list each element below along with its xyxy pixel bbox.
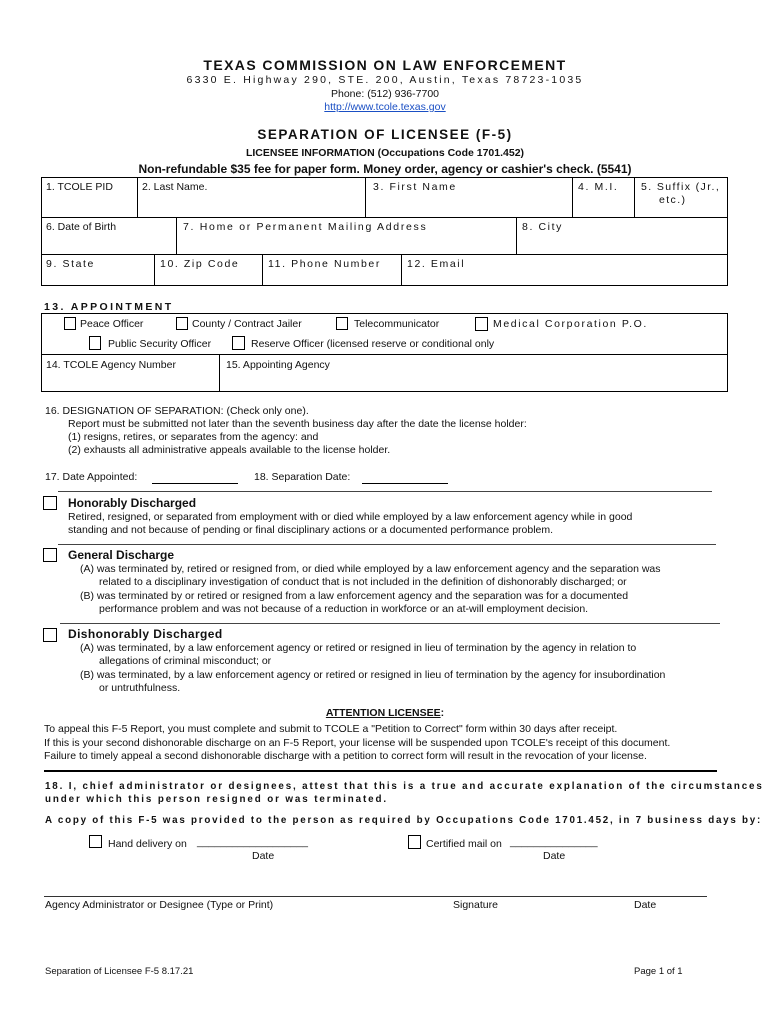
fee-notice: Non-refundable $35 fee for paper form. Money order, agency or cashier's check. (5541) xyxy=(138,162,632,176)
honorable-checkbox[interactable] xyxy=(43,496,57,510)
designation-line2: (1) resigns, retires, or separates from the agency: and xyxy=(68,431,319,443)
date-appointed-input[interactable] xyxy=(152,483,238,484)
org-address: 6330 E. Highway 290, STE. 200, Austin, Texas 78723-1035 xyxy=(186,74,584,86)
signature-date-label: Date xyxy=(634,899,657,911)
footer-form-id: Separation of Licensee F-5 8.17.21 xyxy=(45,966,194,977)
dishonorable-a1: (A) was terminated, by a law enforcement agency or retired or resigned in lieu of termination by the agency in relation to xyxy=(80,642,637,654)
attention-title: ATTENTION LICENSEE xyxy=(325,707,441,719)
certified-mail-label: Certified mail on xyxy=(426,838,502,850)
hand-delivery-checkbox[interactable] xyxy=(89,835,102,848)
telecommunicator-checkbox[interactable] xyxy=(336,317,348,330)
dob-field[interactable]: 6. Date of Birth xyxy=(46,221,117,233)
attestation-line1: 18. I, chief administrator or designees, attest that this is a true and accurate explanation of the circumstances xyxy=(45,781,764,792)
divider xyxy=(58,491,712,492)
divider xyxy=(58,544,716,545)
dishonorable-b2: or untruthfulness. xyxy=(99,682,181,694)
telecommunicator-label: Telecommunicator xyxy=(354,318,440,330)
jailer-label: County / Contract Jailer xyxy=(192,318,302,330)
footer-page-number: Page 1 of 1 xyxy=(634,966,683,977)
dishonorable-b1: (B) was terminated, by a law enforcement agency or retired or resigned in lieu of termination by the agency for insubordination xyxy=(80,669,666,681)
certified-mail-date-input[interactable]: _______________ xyxy=(510,836,598,848)
dishonorable-a2: allegations of criminal misconduct; or xyxy=(99,655,272,667)
designation-line1: Report must be submitted not later than the seventh business day after the date the license holder: xyxy=(68,418,527,430)
jailer-checkbox[interactable] xyxy=(176,317,188,330)
form-subtitle: LICENSEE INFORMATION (Occupations Code 1701.452) xyxy=(245,147,525,159)
tcole-pid-field[interactable]: 1. TCOLE PID xyxy=(46,181,113,193)
attention-line3: Failure to timely appeal a second dishonorable discharge with a petition to correct form will result in the revocation of your license. xyxy=(44,750,647,762)
dishonorable-title: Dishonorably Discharged xyxy=(68,627,223,641)
zip-field[interactable]: 10. Zip Code xyxy=(160,258,240,270)
dishonorable-checkbox[interactable] xyxy=(43,628,57,642)
attention-line2: If this is your second dishonorable discharge on an F-5 Report, your license will be suspended upon TCOLE's receipt of this document. xyxy=(44,737,671,749)
medical-checkbox[interactable] xyxy=(475,317,488,331)
honorable-line1: Retired, resigned, or separated from employment with or died while employed by a law enforcement agency while in good xyxy=(68,511,633,523)
city-field[interactable]: 8. City xyxy=(522,221,563,233)
divider xyxy=(60,623,720,624)
certified-mail-checkbox[interactable] xyxy=(408,835,421,849)
designation-line3: (2) exhausts all administrative appeals available to the license holder. xyxy=(68,444,391,456)
date-appointed-label: 17. Date Appointed: xyxy=(45,471,138,483)
address-field[interactable]: 7. Home or Permanent Mailing Address xyxy=(183,221,428,233)
state-field[interactable]: 9. State xyxy=(46,258,95,270)
public-security-checkbox[interactable] xyxy=(89,336,101,350)
appointing-agency-field[interactable]: 15. Appointing Agency xyxy=(226,359,330,371)
mi-field[interactable]: 4. M.I. xyxy=(578,181,619,193)
hand-delivery-date-label: Date xyxy=(252,850,275,862)
signature-line[interactable] xyxy=(44,896,707,897)
hand-delivery-date-input[interactable]: ___________________ xyxy=(197,836,308,848)
first-name-field[interactable]: 3. First Name xyxy=(373,181,457,193)
attention-line1: To appeal this F-5 Report, you must complete and submit to TCOLE a "Petition to Correct" form within 30 days after receipt. xyxy=(44,723,618,735)
separation-date-label: 18. Separation Date: xyxy=(254,471,351,483)
medical-label: Medical Corporation P.O. xyxy=(493,318,648,330)
designation-heading: 16. DESIGNATION OF SEPARATION: (Check only one). xyxy=(45,405,309,417)
appointment-heading: 13. APPOINTMENT xyxy=(44,301,174,313)
website-link[interactable]: http://www.tcole.texas.gov xyxy=(324,101,446,113)
org-phone: Phone: (512) 936-7700 xyxy=(331,88,439,100)
honorable-line2: standing and not because of pending or final disciplinary actions or a documented performance problem. xyxy=(68,524,554,536)
honorable-title: Honorably Discharged xyxy=(68,496,197,510)
divider xyxy=(44,770,717,772)
reserve-checkbox[interactable] xyxy=(232,336,245,350)
general-a2: related to a disciplinary investigation of conduct that is not included in the definition of dishonorably discharged; or xyxy=(99,576,627,588)
general-b1: (B) was terminated by or retired or resigned from a law enforcement agency and the separation was for a documented xyxy=(80,590,629,602)
hand-delivery-label: Hand delivery on xyxy=(108,838,187,850)
last-name-field[interactable]: 2. Last Name. xyxy=(142,181,208,193)
attestation-line2: under which this person resigned or was terminated. xyxy=(45,794,388,805)
reserve-label: Reserve Officer (licensed reserve or conditional only xyxy=(251,338,495,350)
signature-label: Signature xyxy=(453,899,498,911)
email-field[interactable]: 12. Email xyxy=(407,258,466,270)
suffix-field-cont: etc.) xyxy=(659,194,687,206)
separation-date-input[interactable] xyxy=(362,483,448,484)
general-checkbox[interactable] xyxy=(43,548,57,562)
general-a1: (A) was terminated by, retired or resigned from, or died while employed by a law enforcement agency and the separation was xyxy=(80,563,661,575)
general-title: General Discharge xyxy=(68,548,175,562)
general-b2: performance problem and was not because of a reduction in workforce or an at-will employment decision. xyxy=(99,603,589,615)
certified-mail-date-label: Date xyxy=(543,850,566,862)
admin-name-label: Agency Administrator or Designee (Type or Print) xyxy=(45,899,274,911)
org-name: TEXAS COMMISSION ON LAW ENFORCEMENT xyxy=(203,57,567,73)
peace-officer-checkbox[interactable] xyxy=(64,317,76,330)
phone-field[interactable]: 11. Phone Number xyxy=(268,258,381,270)
form-title: SEPARATION OF LICENSEE (F-5) xyxy=(257,127,513,142)
peace-officer-label: Peace Officer xyxy=(80,318,144,330)
copy-provided-text: A copy of this F-5 was provided to the person as required by Occupations Code 1701.452, in 7 business days by: xyxy=(45,815,762,826)
attention-heading xyxy=(0,707,770,719)
public-security-label: Public Security Officer xyxy=(108,338,212,350)
suffix-field[interactable]: 5. Suffix (Jr., xyxy=(641,181,721,193)
attention-colon: : xyxy=(440,707,445,719)
agency-number-field[interactable]: 14. TCOLE Agency Number xyxy=(46,359,176,371)
